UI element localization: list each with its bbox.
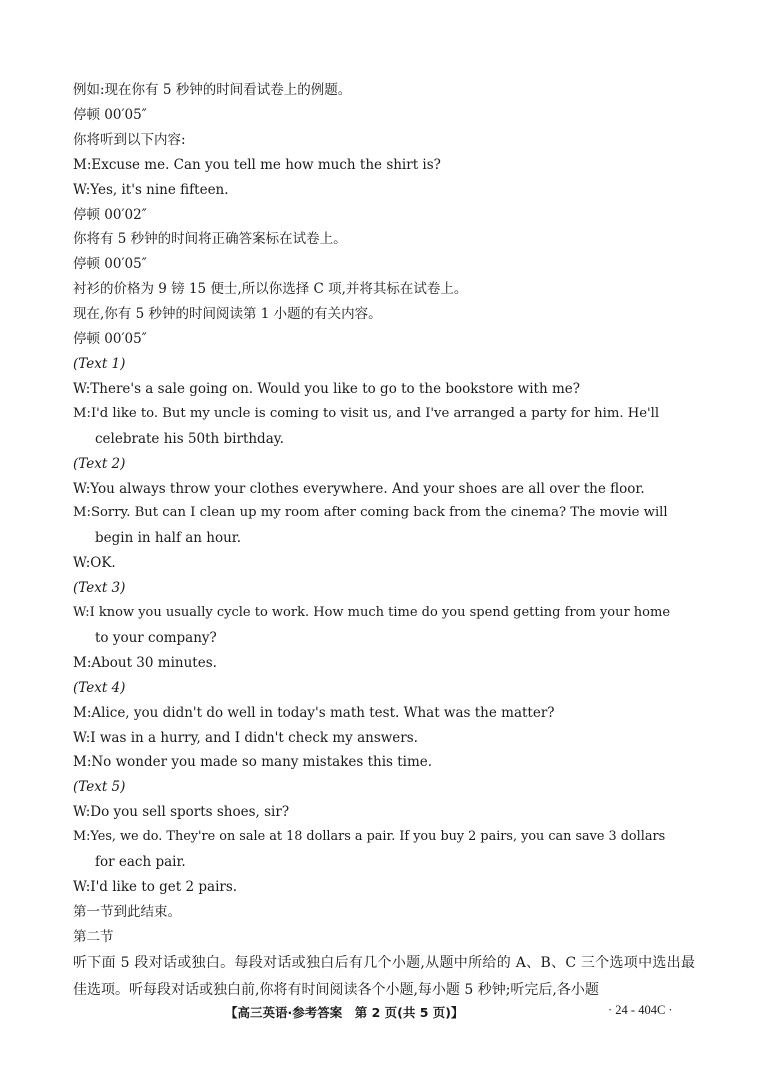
dialogue-line: W:There's a sale going on. Would you like to go to the bookstore with me?: [73, 380, 580, 397]
dialogue-line: M:Yes, we do. They're on sale at 18 dollars a pair. If you buy 2 pairs, you can save 3 dollars: [73, 829, 666, 845]
text-label: (Text 2): [73, 455, 126, 472]
text-line: 你将有 5 秒钟的时间将正确答案标在试卷上。: [73, 231, 347, 248]
dialogue-line: M:Sorry. But can I clean up my room after coming back from the cinema? The movie will: [73, 505, 668, 521]
footer-code: · 24 - 404C ·: [608, 1003, 673, 1017]
pause-line: 停顿 00′05″: [73, 256, 147, 273]
footer-page-info: 【高三英语·参考答案 第 2 页(共 5 页)】: [225, 1005, 464, 1020]
dialogue-line: W:I know you usually cycle to work. How much time do you spend getting from your home: [73, 605, 671, 621]
document-body: [73, 78, 695, 1004]
text-line: 你将听到以下内容:: [73, 131, 186, 148]
section-end-line: 第一节到此结束。: [73, 903, 181, 920]
text-line: 例如:现在你有 5 秒钟的时间看试卷上的例题。: [73, 82, 352, 98]
dialogue-continuation: for each pair.: [95, 854, 186, 871]
dialogue-continuation: celebrate his 50th birthday.: [95, 430, 284, 447]
text-label: (Text 1): [73, 355, 126, 372]
pause-line: 停顿 00′05″: [73, 106, 147, 123]
dialogue-continuation: begin in half an hour.: [95, 530, 242, 547]
text-label: (Text 5): [73, 779, 126, 796]
section-heading: 第二节: [73, 928, 114, 945]
dialogue-line: W:You always throw your clothes everywhere. And your shoes are all over the floor.: [73, 480, 645, 497]
text-label: (Text 3): [73, 580, 126, 597]
dialogue-line: M:No wonder you made so many mistakes this time.: [73, 754, 433, 771]
pause-line: 停顿 00′02″: [73, 206, 147, 223]
dialogue-line: M:About 30 minutes.: [73, 654, 217, 671]
text-label: (Text 4): [73, 679, 126, 696]
dialogue-line: W:Yes, it's nine fifteen.: [73, 181, 229, 198]
dialogue-line: W:Do you sell sports shoes, sir?: [73, 804, 290, 821]
dialogue-continuation: to your company?: [95, 629, 217, 646]
dialogue-line: W:OK.: [73, 555, 116, 572]
text-line: 现在,你有 5 秒钟的时间阅读第 1 小题的有关内容。: [73, 306, 382, 323]
page-footer: [0, 1003, 764, 1027]
dialogue-line: W:I'd like to get 2 pairs.: [73, 879, 238, 895]
instruction-paragraph: 听下面 5 段对话或独白。每段对话或独白后有几个小题,从题中所给的 A、B、C 三个选项中选出最佳选项。听每段对话或独白前,你将有时间阅读各个小题,每小题 5 秒钟;听完后,各小题: [73, 954, 695, 998]
dialogue-line: W:I was in a hurry, and I didn't check my answers.: [73, 729, 418, 746]
dialogue-line: M:Excuse me. Can you tell me how much the shirt is?: [73, 156, 441, 173]
pause-line: 停顿 00′05″: [73, 331, 147, 348]
dialogue-line: M:Alice, you didn't do well in today's math test. What was the matter?: [73, 704, 555, 721]
text-line: 衬衫的价格为 9 镑 15 便士,所以你选择 C 项,并将其标在试卷上。: [73, 281, 468, 298]
dialogue-line: M:I'd like to. But my uncle is coming to visit us, and I've arranged a party for him. He'll: [73, 405, 660, 421]
